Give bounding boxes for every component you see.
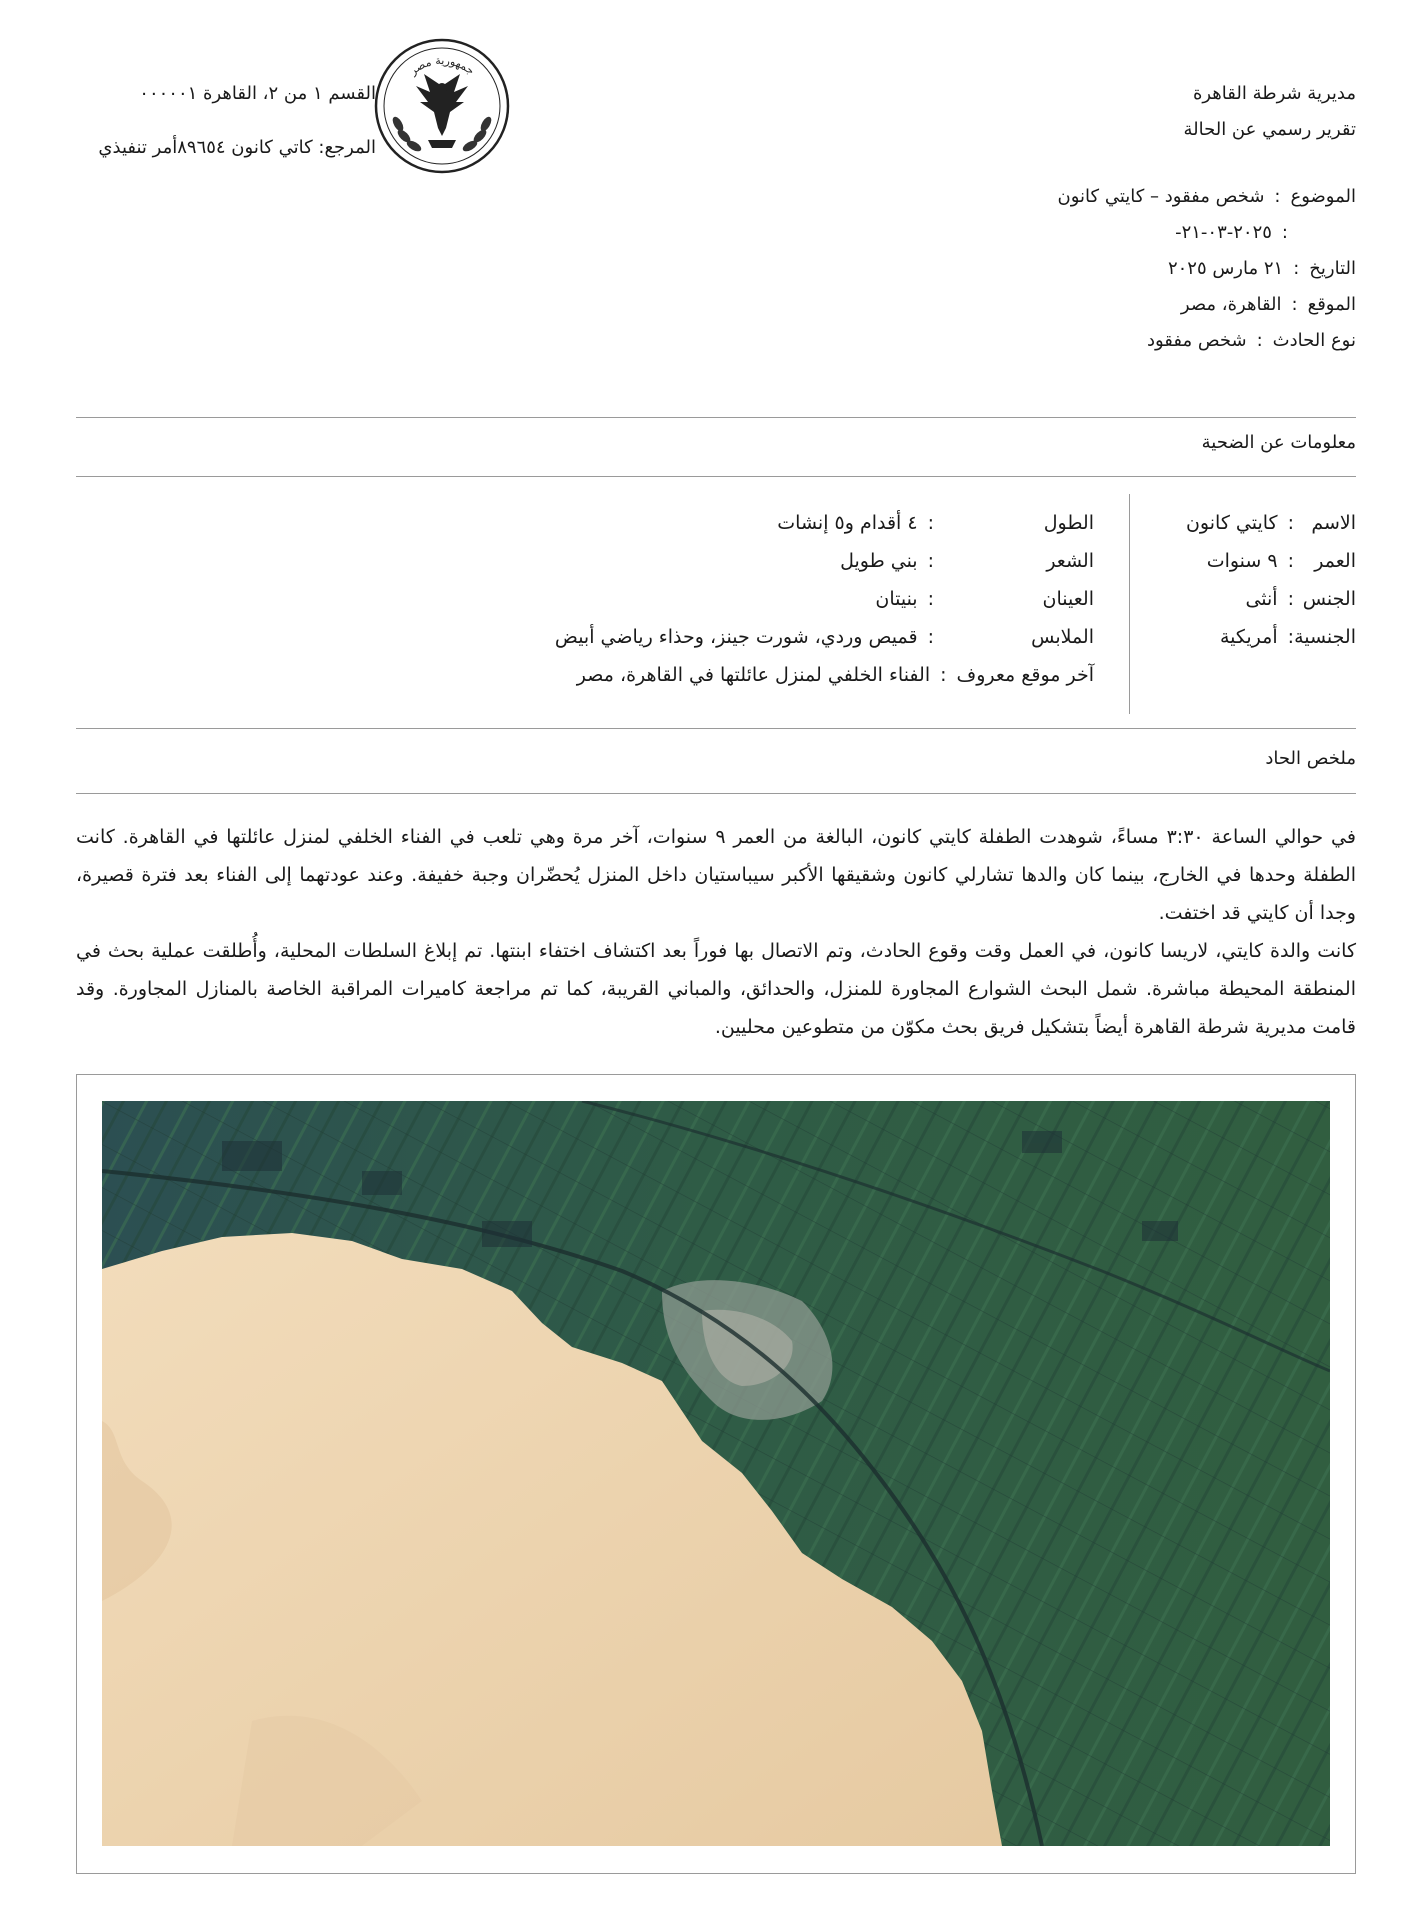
victim-eyes-row: العينان : بنيتان xyxy=(875,588,1094,610)
victim-age: ٩ سنوات xyxy=(1206,550,1278,572)
victim-clothes: قميص وردي، شورت جينز، وحذاء رياضي أبيض xyxy=(554,626,918,648)
victim-eyes: بنيتان xyxy=(875,588,918,610)
seal-text: جمهورية مصر xyxy=(406,53,478,78)
victim-info xyxy=(76,490,1356,715)
victim-description-column xyxy=(394,504,1094,694)
meta-subject-row: الموضوع : شخص مفقود – كايتي كانون xyxy=(1057,185,1356,207)
reference-number: المرجع: كاتي كانون ٨٩٦٥٤أمر تنفيذي xyxy=(98,137,376,158)
divider xyxy=(76,476,1356,477)
victim-gender-row: الجنس : أنثى xyxy=(1245,588,1356,610)
eagle-seal-icon xyxy=(372,36,512,176)
summary-paragraph: كانت والدة كايتي، لاريسا كانون، في العمل وقت وقوع الحادث، وتم الاتصال بها فوراً بعد اكتشاف اختفاء ابنتها. تم إبلاغ السلطات المحلية، وأُطلقت عملية بحث في المنطقة المحيطة مباشرة. شمل البحث الشوارع المجاورة للمنزل، والحدائق، والمباني القريبة، كما تم مراجعة كاميرات المراقبة الخاصة بالمنازل المجاورة. وقد قامت مديرية شرطة القاهرة أيضاً بتشكيل فريق بحث مكوّن من متطوعين محليين. xyxy=(76,940,1356,1038)
meta-date-row: التاريخ : ٢١ مارس ٢٠٢٥ xyxy=(1167,257,1356,279)
satellite-image xyxy=(102,1101,1330,1846)
report-type: تقرير رسمي عن الحالة xyxy=(1183,119,1356,140)
victim-section-title: معلومات عن الضحية xyxy=(1201,432,1356,453)
column-divider xyxy=(1129,494,1130,714)
header-agency-block xyxy=(936,76,1356,148)
victim-last-seen-row: آخر موقع معروف : الفناء الخلفي لمنزل عائلتها في القاهرة، مصر xyxy=(576,664,1094,686)
incident-value: شخص مفقود xyxy=(1146,329,1247,351)
subject-label: الموضوع xyxy=(1290,185,1356,207)
summary-section-title: ملخص الحاد xyxy=(1265,748,1356,769)
victim-name-row: الاسم : كايتي كانون xyxy=(1185,512,1356,534)
police-seal-emblem xyxy=(372,36,512,176)
victim-clothes-row: الملابس : قميص وردي، شورت جينز، وحذاء رياضي أبيض xyxy=(554,626,1094,648)
victim-nationality-row: الجنسية : أمريكية xyxy=(1219,626,1356,648)
victim-basic-column xyxy=(1156,504,1356,656)
case-meta xyxy=(936,178,1356,358)
satellite-map-graphic xyxy=(102,1101,1330,1846)
victim-hair-row: الشعر : بني طويل xyxy=(840,550,1094,572)
subject-value: شخص مفقود – كايتي كانون xyxy=(1057,185,1265,207)
meta-subject-date-row: : ٢٠٢٥-٠٣-٢١- xyxy=(1175,221,1288,243)
divider xyxy=(76,417,1356,418)
victim-name: كايتي كانون xyxy=(1185,512,1278,534)
divider xyxy=(76,793,1356,794)
date-label: التاريخ xyxy=(1309,257,1356,279)
victim-height-row: الطول : ٤ أقدام و٥ إنشات xyxy=(777,512,1094,534)
meta-incident-row: نوع الحادث : شخص مفقود xyxy=(1146,329,1356,351)
victim-age-row: العمر : ٩ سنوات xyxy=(1206,550,1356,572)
victim-height: ٤ أقدام و٥ إنشات xyxy=(777,512,918,534)
meta-location-row: الموقع : القاهرة، مصر xyxy=(1180,293,1356,315)
incident-summary xyxy=(76,818,1356,1046)
summary-paragraph: في حوالي الساعة ٣:٣٠ مساءً، شوهدت الطفلة كايتي كانون، البالغة من العمر ٩ سنوات، آخر مرة وهي تلعب في الفناء الخلفي لمنزل عائلتها في القاهرة. كانت الطفلة وحدها في الخارج، بينما كان والدها تشارلي كانون وشقيقها الأكبر سيباستيان داخل المنزل يُحضّران وجبة خفيفة. وعند عودتهما إلى الفناء بعد فترة قصيرة، وجدا أن كايتي قد اختفت. xyxy=(76,826,1356,924)
incident-label: نوع الحادث xyxy=(1272,329,1356,351)
section-info: القسم ١ من ٢، القاهرة ٠٠٠٠٠١ xyxy=(139,83,376,104)
location-label: الموقع xyxy=(1307,293,1356,315)
satellite-image-frame xyxy=(76,1074,1356,1874)
victim-last-seen: الفناء الخلفي لمنزل عائلتها في القاهرة، مصر xyxy=(576,664,931,686)
divider xyxy=(76,728,1356,729)
location-value: القاهرة، مصر xyxy=(1180,293,1282,315)
date-value: ٢١ مارس ٢٠٢٥ xyxy=(1167,257,1284,279)
svg-text:جمهورية مصر xyxy=(406,54,477,78)
victim-nationality: أمريكية xyxy=(1219,626,1278,648)
subject-date: ٢٠٢٥-٠٣-٢١- xyxy=(1175,221,1272,243)
header-reference-block xyxy=(76,76,376,166)
agency-name: مديرية شرطة القاهرة xyxy=(1192,83,1356,104)
victim-hair: بني طويل xyxy=(840,550,918,572)
victim-gender: أنثى xyxy=(1245,588,1278,610)
